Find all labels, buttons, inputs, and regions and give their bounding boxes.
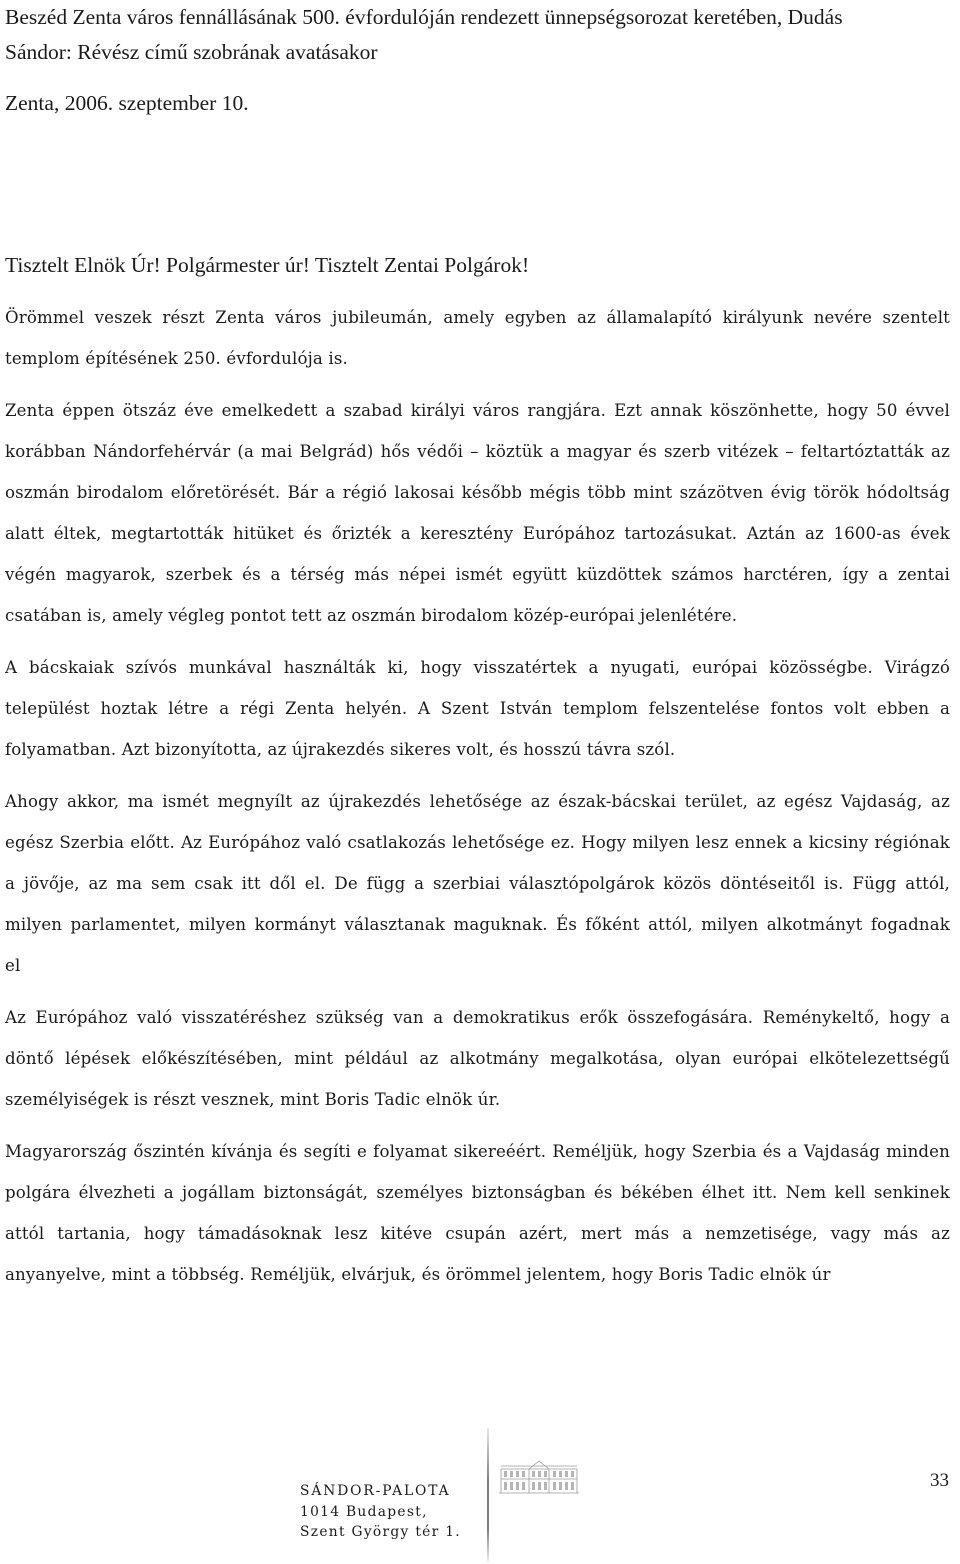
text-line: települést hoztak létre a régi Zenta helyén. A Szent István templom felszentelése fontos volt ebben a bbox=[5, 699, 950, 718]
text-line: Zenta éppen ötszáz éve emelkedett a szabad királyi város rangjára. Ezt annak köszönhette, hogy 50 évvel bbox=[5, 401, 950, 420]
paragraph-6 bbox=[5, 1131, 950, 1295]
text-line: polgára élvezheti a jogállam biztonságát, személyes biztonságban és békében élhet itt. Nem kell senkinek bbox=[5, 1183, 950, 1202]
text-line: Magyarország őszintén kívánja és segíti e folyamat sikereéért. Reméljük, hogy Szerbia és a Vajdaság minden bbox=[5, 1142, 950, 1161]
text-line: templom építésének 250. évfordulója is. bbox=[5, 349, 348, 368]
speech-salutation: Tisztelt Elnök Úr! Polgármester úr! Tisztelt Zentai Polgárok! bbox=[5, 253, 530, 277]
footer-address bbox=[300, 1481, 476, 1543]
text-line: anyanyelve, mint a többség. Reméljük, elvárjuk, és örömmel jelentem, hogy Boris Tadic elnök úr bbox=[5, 1265, 831, 1284]
text-line: alatt éltek, megtartották hitüket és őrizték a keresztény Európához tartozásukat. Aztán az 1600-as évek bbox=[5, 524, 950, 543]
footer-divider bbox=[487, 1428, 489, 1562]
footer-address-line: SÁNDOR-PALOTA bbox=[300, 1483, 451, 1499]
text-line: Az Európához való visszatéréshez szükség van a demokratikus erők összefogására. Reménykeltő, hogy a bbox=[5, 1008, 950, 1027]
speech-title bbox=[5, 0, 950, 70]
speech-dateline: Zenta, 2006. szeptember 10. bbox=[5, 91, 249, 115]
paragraph-5 bbox=[5, 997, 950, 1120]
text-line: csatában is, amely végleg pontot tett az oszmán birodalom közép-európai jelenlétére. bbox=[5, 606, 738, 625]
text-line: a jövője, az ma sem csak itt dől el. De függ a szerbiai választópolgárok közös döntéseitől is. Függ attól, bbox=[5, 874, 950, 893]
footer-address-line: 1014 Budapest, bbox=[300, 1503, 428, 1520]
text-line: milyen parlamentet, milyen kormányt választanak maguknak. És főként attól, milyen alkotmányt fogadnak bbox=[5, 915, 950, 934]
text-line: döntő lépések előkészítésében, mint például az alkotmány megalkotása, olyan európai elkötelezettségű bbox=[5, 1049, 950, 1068]
text-line: el bbox=[5, 956, 21, 975]
speech-title-line: Beszéd Zenta város fennállásának 500. évfordulóján rendezett ünnepségsorozat keretében, Dudás bbox=[5, 5, 843, 29]
footer-address-line: Szent György tér 1. bbox=[300, 1524, 461, 1540]
palace-facade-icon bbox=[498, 1458, 580, 1494]
paragraph-3 bbox=[5, 647, 950, 770]
text-line: Ahogy akkor, ma ismét megnyílt az újrakezdés lehetősége az észak-bácskai terület, az egész Vajdaság, az bbox=[5, 792, 950, 811]
text-line: folyamatban. Azt bizonyította, az újrakezdés sikeres volt, és hosszú távra szól. bbox=[5, 740, 676, 759]
paragraph-2 bbox=[5, 390, 950, 636]
text-line: Örömmel veszek részt Zenta város jubileumán, amely egyben az államalapító királyunk nevére szentelt bbox=[5, 308, 950, 327]
text-line: egész Szerbia előtt. Az Európához való csatlakozás lehetősége ez. Hogy milyen lesz ennek a kicsiny régiónak bbox=[5, 833, 950, 852]
text-line: végén magyarok, szerbek és a térség más népei ismét együtt küzdöttek számos harctéren, így a zentai bbox=[5, 565, 950, 584]
text-line: oszmán birodalom előretörését. Bár a régió lakosai később mégis több mint százötven évig török hódoltság bbox=[5, 483, 950, 502]
text-line: A bácskaiak szívós munkával használták ki, hogy visszatértek a nyugati, európai közösségbe. Virágzó bbox=[5, 658, 950, 677]
page-number: 33 bbox=[930, 1470, 949, 1491]
speech-title-line: Sándor: Révész című szobrának avatásakor bbox=[5, 40, 378, 64]
text-line: korábban Nándorfehérvár (a mai Belgrád) hős védői – köztük a magyar és szerb vitézek – feltartóztatták az bbox=[5, 442, 950, 461]
paragraph-1 bbox=[5, 297, 950, 379]
text-line: személyiségek is részt vesznek, mint Boris Tadic elnök úr. bbox=[5, 1090, 501, 1109]
paragraph-4 bbox=[5, 781, 950, 986]
text-line: attól tartania, hogy támadásoknak lesz kitéve csupán azért, mert más a nemzetisége, vagy más az bbox=[5, 1224, 950, 1243]
